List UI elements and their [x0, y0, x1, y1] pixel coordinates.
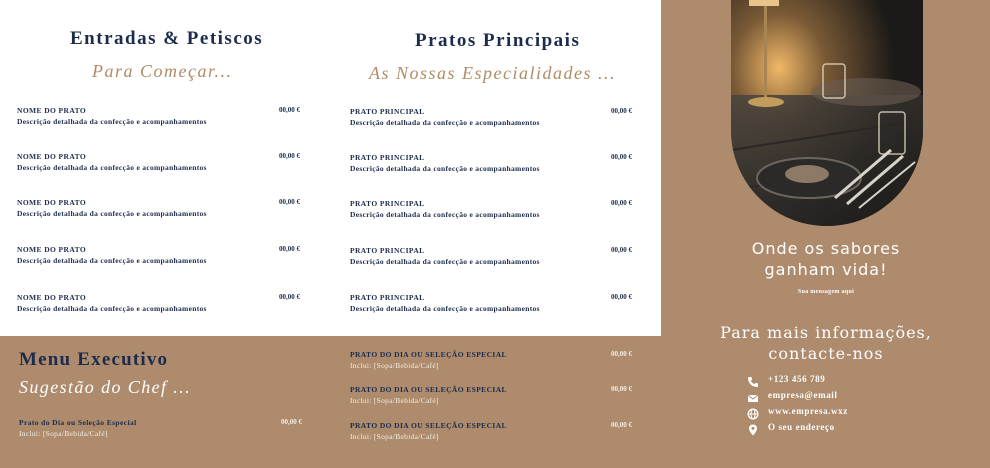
menu-item [350, 199, 642, 227]
starters-subtitle: Para Começar... [92, 61, 233, 81]
mains-subtitle: As Nossas Especialidades ... [369, 63, 616, 83]
dish-description: Descrição detalhada da confecção e acompanhamentos [17, 163, 207, 172]
restaurant-table-photo [731, 0, 923, 226]
menu-item [350, 421, 642, 449]
dish-name: PRATO PRINCIPAL [350, 153, 425, 162]
location-pin-icon [747, 421, 761, 433]
contact-email [747, 388, 838, 402]
dish-description: Descrição detalhada da confecção e acompanhamentos [350, 118, 540, 127]
menu-item [17, 245, 309, 273]
dish-price: 00,00 € [611, 421, 632, 429]
dish-name: NOME DO PRATO [17, 152, 87, 161]
dish-price: 00,00 € [611, 246, 632, 254]
dish-name: PRATO PRINCIPAL [350, 246, 425, 255]
table-photo-illustration [731, 0, 923, 226]
mains-title: Pratos Principais [415, 30, 581, 51]
dish-price: 00,00 € [279, 198, 300, 206]
dish-price: 00,00 € [611, 153, 632, 161]
starters-title: Entradas & Petiscos [70, 28, 264, 49]
contact-heading-line-2: contacte-nos [768, 344, 884, 363]
dish-price: 00,00 € [611, 385, 632, 393]
dish-name: NOME DO PRATO [17, 293, 87, 302]
globe-icon [747, 405, 761, 417]
executive-title: Menu Executivo [19, 349, 169, 370]
menu-item [17, 198, 309, 226]
dish-description: Inclui: [Sopa/Bebida/Café] [350, 361, 439, 370]
dish-price: 00,00 € [611, 350, 632, 358]
dish-description: Inclui: [Sopa/Bebida/Café] [19, 429, 108, 438]
dish-name: Prato do Dia ou Seleção Especial [19, 418, 137, 427]
dish-name: PRATO PRINCIPAL [350, 107, 425, 116]
tagline-line-2: ganham vida! [764, 260, 888, 279]
dish-name: PRATO DO DIA OU SELEÇÃO ESPECIAL [350, 385, 507, 394]
contact-text: +123 456 789 [768, 374, 826, 384]
message-text: Sua mensagem aqui [797, 289, 855, 295]
contact-phone [747, 372, 825, 386]
dish-name: NOME DO PRATO [17, 198, 87, 207]
menu-item [17, 152, 309, 180]
phone-icon [747, 373, 761, 385]
tagline-line-1: Onde os sabores [751, 239, 901, 258]
dish-description: Descrição detalhada da confecção e acompanhamentos [350, 257, 540, 266]
menu-item [350, 246, 642, 274]
dish-name: NOME DO PRATO [17, 106, 87, 115]
dish-name: NOME DO PRATO [17, 245, 87, 254]
dish-price: 00,00 € [611, 199, 632, 207]
contact-heading [711, 322, 941, 364]
menu-item [19, 418, 311, 446]
dish-description: Descrição detalhada da confecção e acompanhamentos [17, 209, 207, 218]
contact-text: empresa@email [768, 390, 838, 400]
contact-text: www.empresa.wxz [768, 406, 848, 416]
dish-description: Inclui: [Sopa/Bebida/Café] [350, 432, 439, 441]
menu-item [350, 293, 642, 321]
mail-icon [747, 389, 761, 401]
contact-address [747, 420, 835, 434]
dish-description: Descrição detalhada da confecção e acompanhamentos [350, 164, 540, 173]
menu-item [17, 293, 309, 321]
dish-description: Descrição detalhada da confecção e acompanhamentos [350, 210, 540, 219]
dish-name: PRATO PRINCIPAL [350, 293, 425, 302]
menu-item [17, 106, 309, 134]
menu-item [350, 107, 642, 135]
dish-description: Descrição detalhada da confecção e acompanhamentos [17, 256, 207, 265]
dish-price: 00,00 € [281, 418, 302, 426]
dish-price: 00,00 € [279, 152, 300, 160]
menu-item [350, 153, 642, 181]
dish-description: Descrição detalhada da confecção e acompanhamentos [17, 304, 207, 313]
dish-description: Descrição detalhada da confecção e acompanhamentos [350, 304, 540, 313]
dish-name: PRATO DO DIA OU SELEÇÃO ESPECIAL [350, 350, 507, 359]
menu-item [350, 385, 642, 413]
dish-price: 00,00 € [279, 245, 300, 253]
dish-price: 00,00 € [279, 293, 300, 301]
dish-price: 00,00 € [611, 107, 632, 115]
contact-website [747, 404, 848, 418]
dish-description: Descrição detalhada da confecção e acompanhamentos [17, 117, 207, 126]
dish-price: 00,00 € [611, 293, 632, 301]
dish-name: PRATO PRINCIPAL [350, 199, 425, 208]
executive-subtitle: Sugestão do Chef ... [19, 377, 191, 397]
dish-price: 00,00 € [279, 106, 300, 114]
dish-description: Inclui: [Sopa/Bebida/Café] [350, 396, 439, 405]
contact-text: O seu endereço [768, 422, 835, 432]
dish-name: PRATO DO DIA OU SELEÇÃO ESPECIAL [350, 421, 507, 430]
tagline [711, 238, 941, 280]
menu-item [350, 350, 642, 378]
contact-heading-line-1: Para mais informações, [720, 323, 932, 342]
